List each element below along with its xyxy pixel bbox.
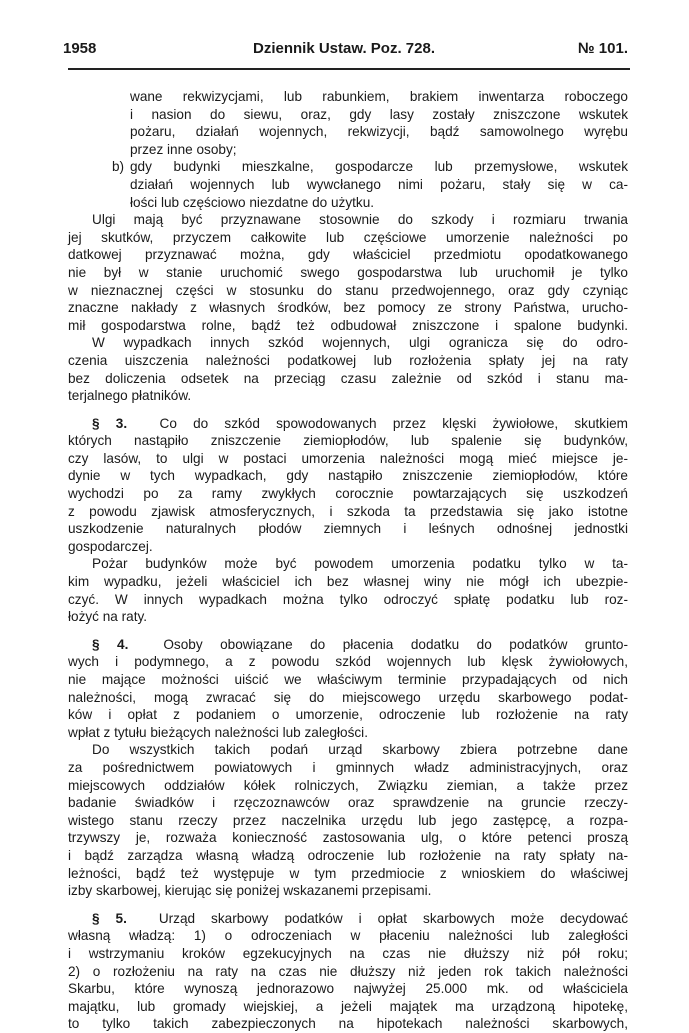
text-line: wych i podymnego, a z powodu szkód wojennych lub klęsk żywiołowych,	[68, 654, 628, 670]
text-line: Do wszystkich takich podań urząd skarbowy zbiera potrzebne dane	[92, 742, 628, 758]
text-line: 2) o rozłożeniu na raty na czas nie dłuższy niż jeden rok takich należności	[68, 963, 628, 979]
text-line: nie mające możności uiścić we właściwym terminie przypadających od nich	[68, 672, 628, 687]
text-line: łożyć na raty.	[68, 609, 148, 625]
document-body	[68, 88, 628, 1033]
text-line: badanie świadków i rzęczoznawców oraz sprawdzenie na gruncie rzeczy-	[68, 795, 628, 811]
page-header	[58, 36, 628, 60]
text-line: bez doliczenia odsetek na przeciąg czasu zależnie od szkód i stanu ma-	[68, 370, 628, 386]
text-span: Urząd skarbowy podatków i opłat skarbowych może decydować	[158, 910, 628, 926]
section-4	[68, 636, 628, 900]
text-line: czy lasów, to ulgi w postaci umorzenia należności mogą mieć miejsce je-	[68, 450, 628, 466]
text-line: przez inne osoby;	[130, 141, 237, 157]
section-4-first-line	[68, 636, 628, 654]
text-line: leżności, bądź też występuje w tym przedmiocie z wnioskiem do właściwej	[68, 865, 628, 881]
section-mark: § 3.	[92, 415, 128, 431]
text-line: gospodarczej.	[68, 538, 153, 554]
text-line: Skarbu, które wynoszą jednorazowo najwyżej 25.000 mk. od właściciela	[68, 981, 628, 997]
text-line: wistego stanu rzeczy przez naczelnika urzędu lub jego zastępcę, a rozpa-	[68, 812, 628, 828]
text-line: terjalnego płatników.	[68, 388, 192, 404]
text-line: i wstrzymaniu kroków egzekucyjnych na czas nie dłuższy niż pół roku;	[68, 945, 628, 961]
text-line: za pośrednictwem powiatowych i gminnych władz administracyjnych, oraz	[68, 759, 628, 775]
text-line: dynie w tych wypadkach, gdy nastąpiło zniszczenie ziemiopłodów, które	[68, 468, 628, 484]
text-line: izby skarbowej, kierując się poniżej wskazanemi przepisami.	[68, 883, 432, 899]
text-line: trzywszy je, rozważa konieczność zastosowania ulg, o które petenci proszą	[68, 830, 628, 846]
journal-title: Dziennik Ustaw. Poz. 728.	[253, 40, 435, 57]
text-line: łości lub częściowo niezdatne do użytku.	[130, 194, 375, 210]
text-span: Osoby obowiązane do płacenia dodatku do podatków grunto-	[163, 636, 628, 652]
text-line: datkowej przyznawać można, gdy właściciel przedmiotu opodatkowanego	[68, 247, 628, 263]
text-line: wane rekwizycjami, lub rabunkiem, brakiem inwentarza roboczego	[130, 89, 628, 104]
text-line: W wypadkach innych szkód wojennych, ulgi ogranicza się do odro-	[92, 335, 628, 351]
text-line: znaczne nakłady z własnych środków, bez pomocy ze strony Państwa, urucho-	[68, 300, 628, 316]
text-line: własną władzą: 1) o odroczeniach w płaceniu należności lub zaległości	[68, 928, 628, 944]
section-3	[68, 415, 628, 626]
list-item-b	[68, 158, 628, 211]
section-mark: § 4.	[92, 636, 129, 652]
issue-number: № 101.	[577, 40, 628, 57]
section-3-first-line	[68, 415, 628, 433]
text-line: których nastąpiło zniszczenie ziemiopłodów, lub spalenie się budynków,	[68, 433, 628, 449]
text-span: Co do szkód spowodowanych przez klęski żywiołowe, skutkiem	[159, 415, 628, 431]
text-line: gdy budynki mieszkalne, gospodarcze lub przemysłowe, wskutek	[130, 159, 628, 175]
text-line: działań wojennych lub wywcłanego nimi pożaru, stały się w ca-	[130, 176, 628, 192]
text-line: Pożar budynków może być powodem umorzenia podatku tylko w ta-	[92, 556, 628, 572]
text-line: majątku, lub gromady wiejskiej, a jeżeli majątek ma urządzoną hipotekę,	[68, 998, 628, 1014]
text-line: jej skutków, przyczem całkowite lub częściowe umorzenie należności po	[68, 229, 628, 245]
page-year: 1958	[63, 40, 97, 57]
text-line: kim wypadku, jeżeli właściciel ich bez własnej winy nie mógł ich ubezpie-	[68, 574, 628, 590]
paragraph-wypadkach	[68, 334, 628, 404]
list-label: b)	[112, 159, 125, 175]
text-line: i nasion do siewu, oraz, gdy lasy zostały zniszczone wskutek	[130, 106, 628, 122]
text-line: ków i opłat z podaniem o umorzenie, odroczenie lub rozłożenie na raty	[68, 707, 628, 723]
text-line: mił gospodarstwa rolne, bądź też odbudował zniszczone i spalone budynki.	[68, 317, 628, 333]
text-line: miejscowych oddziałów kółek rolniczych, Związku ziemian, a także przez	[68, 777, 628, 793]
text-line: wpłat z tytułu bieżących należności lub zaległości.	[68, 724, 368, 740]
text-line: wychodzi po za ramy zwykłych corocznie powtarzających się uszkodzeń	[68, 486, 628, 502]
text-line: nie był w stanie uruchomić swego gospodarstwa lub uruchomił je tylko	[68, 264, 628, 280]
text-line: należności, mogą zwracać się do miejscowego urzędu skarbowego podat-	[68, 689, 628, 705]
section-5-first-line	[68, 910, 628, 928]
text-line: uszkodzenie naturalnych płodów ziemnych i leśnych odnośnej jednostki	[68, 521, 628, 537]
text-line: w nieznacznej części w stosunku do stanu przedwojennego, oraz gdy czyniąc	[68, 282, 628, 298]
text-line: czyć. W innych wypadkach można tylko odroczyć spłatę podatku lub roz-	[68, 591, 628, 607]
text-line: to tylko takich zabezpieczonych na hipotekach należności skarbowych,	[68, 1016, 628, 1032]
text-line: Ulgi mają być przyznawane stosownie do szkody i rozmiaru trwania	[92, 212, 628, 228]
list-item-a-continuation	[68, 88, 628, 158]
text-line: pożaru, działań wojennych, rekwizycji, bądź samowolnego wyrębu	[130, 124, 628, 140]
header-rule	[68, 68, 630, 70]
text-line: i bądź zarządza własną władzą odroczenie lub rozłożenie na raty spłaty na-	[68, 847, 628, 863]
text-line: czenia uiszczenia należności podatkowej lub rozłożenia spłaty jej na raty	[68, 352, 628, 368]
paragraph-ulgi	[68, 211, 628, 334]
text-line: z powodu zjawisk atmosferycznych, i szkoda ta przedstawia się jako istotne	[68, 503, 628, 519]
section-5	[68, 910, 628, 1033]
section-mark: § 5.	[92, 910, 127, 926]
